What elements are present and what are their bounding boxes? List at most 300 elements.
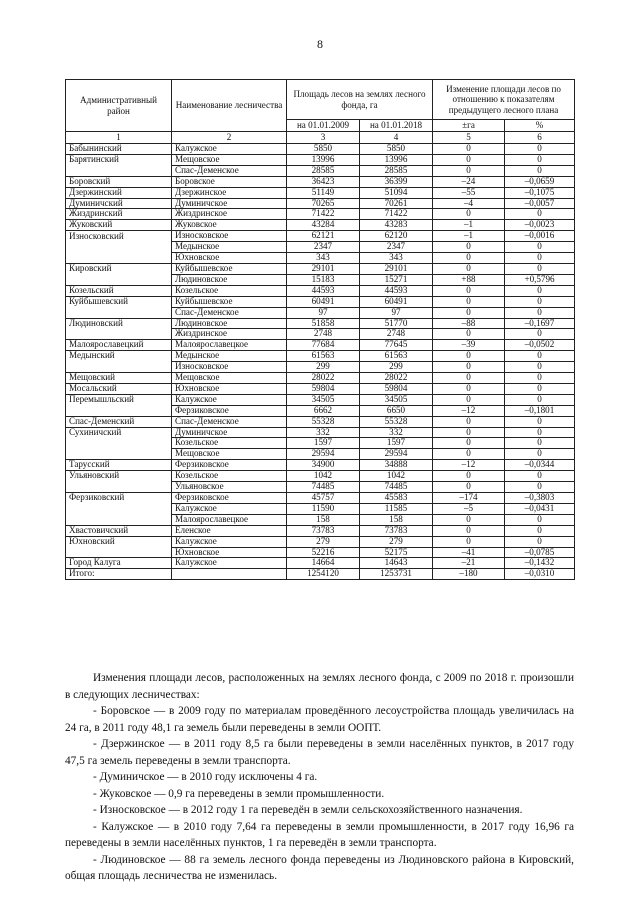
change-ha-cell: 0: [433, 154, 505, 165]
change-ha-cell: 0: [433, 471, 505, 482]
forestry-cell: Износковское: [172, 362, 287, 373]
area-2009-cell: 34900: [287, 460, 360, 471]
area-2009-cell: 34505: [287, 394, 360, 405]
table-row: [66, 296, 575, 307]
table-row: [66, 154, 575, 165]
table-row: [66, 253, 575, 264]
table-row: [66, 144, 575, 155]
district-cell: Ульяновский: [66, 471, 172, 482]
table-row: [66, 536, 575, 547]
change-ha-cell: 0: [433, 416, 505, 427]
change-ha-cell: –55: [433, 187, 505, 198]
forestry-cell: Калужское: [172, 394, 287, 405]
table-row: [66, 220, 575, 231]
change-pct-cell: 0: [505, 416, 575, 427]
table-row: [66, 274, 575, 285]
area-2009-cell: 74485: [287, 482, 360, 493]
table-row: [66, 165, 575, 176]
forestry-cell: Малоярославецкое: [172, 340, 287, 351]
change-pct-cell: 0: [505, 362, 575, 373]
district-cell: [66, 438, 172, 449]
change-pct-cell: –0,0659: [505, 176, 575, 187]
area-2018-cell: 97: [360, 307, 433, 318]
area-2009-cell: 44593: [287, 285, 360, 296]
area-2018-cell: 77645: [360, 340, 433, 351]
area-2009-cell: 70265: [287, 198, 360, 209]
change-ha-cell: –4: [433, 198, 505, 209]
district-cell: Жиздринский: [66, 209, 172, 220]
area-2009-cell: 29594: [287, 449, 360, 460]
district-cell: Жуковский: [66, 220, 172, 231]
change-pct-cell: –0,0785: [505, 547, 575, 558]
table-row: [66, 383, 575, 394]
change-ha-cell: 0: [433, 165, 505, 176]
change-pct-cell: 0: [505, 438, 575, 449]
change-pct-cell: 0: [505, 165, 575, 176]
district-cell: Перемышльский: [66, 394, 172, 405]
table-row: [66, 307, 575, 318]
area-2009-cell: 73783: [287, 525, 360, 536]
change-ha-cell: 0: [433, 427, 505, 438]
paragraph-lyudinovskoe: - Людиновское — 88 га земель лесного фонда переведены из Людиновского района в Кировский, общая площадь лесничества не изменилась.: [65, 853, 574, 882]
change-pct-cell: 0: [505, 383, 575, 394]
table-row: [66, 198, 575, 209]
area-2009-cell: 60491: [287, 296, 360, 307]
forestry-cell: Боровское: [172, 176, 287, 187]
district-cell: Износковский: [66, 231, 172, 242]
change-pct-cell: –0,3803: [505, 493, 575, 504]
table-row: [66, 525, 575, 536]
table-row: [66, 187, 575, 198]
area-2009-cell: 2748: [287, 329, 360, 340]
table-row: [66, 394, 575, 405]
change-pct-cell: 0: [505, 514, 575, 525]
forestry-cell: Ферзиковское: [172, 460, 287, 471]
header-date-2018: на 01.01.2018: [360, 120, 433, 132]
change-pct-cell: 0: [505, 154, 575, 165]
change-pct-cell: 0: [505, 263, 575, 274]
change-ha-cell: 0: [433, 296, 505, 307]
change-pct-cell: –0,0431: [505, 503, 575, 514]
table-row: [66, 558, 575, 569]
area-2009-cell: 28585: [287, 165, 360, 176]
change-ha-cell: –12: [433, 405, 505, 416]
change-ha-cell: 0: [433, 362, 505, 373]
area-2018-cell: 73783: [360, 525, 433, 536]
district-cell: [66, 405, 172, 416]
area-2018-cell: 14643: [360, 558, 433, 569]
table-row: [66, 493, 575, 504]
area-2018-cell: 28585: [360, 165, 433, 176]
forestry-cell: [172, 569, 287, 580]
area-2018-cell: 52175: [360, 547, 433, 558]
forestry-cell: Медынское: [172, 351, 287, 362]
change-pct-cell: –0,1075: [505, 187, 575, 198]
area-2009-cell: 1254120: [287, 569, 360, 580]
area-2018-cell: 1597: [360, 438, 433, 449]
change-pct-cell: 0: [505, 525, 575, 536]
header-district: Административный район: [66, 80, 172, 132]
district-cell: Хвастовичский: [66, 525, 172, 536]
district-cell: [66, 514, 172, 525]
change-pct-cell: +0,5796: [505, 274, 575, 285]
table-row: [66, 514, 575, 525]
forestry-cell: Спас-Деменское: [172, 416, 287, 427]
forest-area-table-container: [65, 79, 574, 580]
area-2009-cell: 36423: [287, 176, 360, 187]
change-pct-cell: 0: [505, 482, 575, 493]
change-pct-cell: –0,1432: [505, 558, 575, 569]
table-row: [66, 231, 575, 242]
change-ha-cell: –180: [433, 569, 505, 580]
area-2009-cell: 77684: [287, 340, 360, 351]
forestry-cell: Износковское: [172, 231, 287, 242]
table-row: [66, 482, 575, 493]
area-2018-cell: 45583: [360, 493, 433, 504]
area-2009-cell: 45757: [287, 493, 360, 504]
forestry-cell: Юхновское: [172, 383, 287, 394]
paragraph-duminichskoe: - Думиничское — в 2010 году исключены 4 га.: [93, 771, 318, 783]
district-cell: Тарусский: [66, 460, 172, 471]
change-pct-cell: 0: [505, 351, 575, 362]
change-pct-cell: 0: [505, 471, 575, 482]
forestry-cell: Ферзиковское: [172, 493, 287, 504]
area-2018-cell: 5850: [360, 144, 433, 155]
table-row: [66, 449, 575, 460]
district-cell: Сухиничский: [66, 427, 172, 438]
forestry-cell: Мещовское: [172, 449, 287, 460]
table-row: [66, 416, 575, 427]
col-number-4: 4: [360, 132, 433, 144]
change-pct-cell: –0,1801: [505, 405, 575, 416]
area-2018-cell: 44593: [360, 285, 433, 296]
change-ha-cell: –41: [433, 547, 505, 558]
forestry-cell: Жиздринское: [172, 329, 287, 340]
forestry-cell: Спас-Деменское: [172, 307, 287, 318]
area-2009-cell: 332: [287, 427, 360, 438]
paragraph-dzerzhinskoe: - Дзержинское — в 2011 году 8,5 га были переведены в земли населённых пунктов, в 2017 году 47,5 га земель переведены в земли транспорта.: [65, 738, 574, 767]
district-cell: [66, 482, 172, 493]
page-number: 8: [317, 37, 323, 51]
area-2009-cell: 5850: [287, 144, 360, 155]
area-2009-cell: 51858: [287, 318, 360, 329]
area-2009-cell: 28022: [287, 373, 360, 384]
forestry-cell: Козельское: [172, 285, 287, 296]
table-row: [66, 263, 575, 274]
area-2009-cell: 13996: [287, 154, 360, 165]
change-pct-cell: 0: [505, 144, 575, 155]
table-row: [66, 503, 575, 514]
area-2018-cell: 70261: [360, 198, 433, 209]
table-row: [66, 351, 575, 362]
district-cell: Мещовский: [66, 373, 172, 384]
forestry-cell: Юхновское: [172, 253, 287, 264]
forestry-cell: Людиновское: [172, 274, 287, 285]
change-ha-cell: –88: [433, 318, 505, 329]
change-pct-cell: 0: [505, 242, 575, 253]
forestry-cell: Куйбышевское: [172, 263, 287, 274]
district-cell: [66, 253, 172, 264]
change-ha-cell: –39: [433, 340, 505, 351]
change-ha-cell: 0: [433, 449, 505, 460]
area-2018-cell: 29101: [360, 263, 433, 274]
change-ha-cell: 0: [433, 525, 505, 536]
area-2018-cell: 51094: [360, 187, 433, 198]
area-2018-cell: 2347: [360, 242, 433, 253]
table-body: [66, 144, 575, 580]
change-pct-cell: 0: [505, 449, 575, 460]
area-2018-cell: 2748: [360, 329, 433, 340]
area-2018-cell: 6650: [360, 405, 433, 416]
area-2018-cell: 343: [360, 253, 433, 264]
forestry-cell: Ферзиковское: [172, 405, 287, 416]
paragraph-zhukovskoe: - Жуковское — 0,9 га переведены в земли промышленности.: [93, 787, 385, 800]
area-2009-cell: 2347: [287, 242, 360, 253]
change-ha-cell: –24: [433, 176, 505, 187]
change-pct-cell: 0: [505, 329, 575, 340]
area-2018-cell: 60491: [360, 296, 433, 307]
area-2009-cell: 15183: [287, 274, 360, 285]
district-cell: Дзержинский: [66, 187, 172, 198]
change-pct-cell: –0,1697: [505, 318, 575, 329]
area-2018-cell: 332: [360, 427, 433, 438]
area-2018-cell: 36399: [360, 176, 433, 187]
area-2009-cell: 11590: [287, 503, 360, 514]
forestry-cell: Еленское: [172, 525, 287, 536]
table-row: [66, 285, 575, 296]
change-ha-cell: –21: [433, 558, 505, 569]
area-2018-cell: 1253731: [360, 569, 433, 580]
change-pct-cell: 0: [505, 296, 575, 307]
area-2009-cell: 52216: [287, 547, 360, 558]
table-row: [66, 362, 575, 373]
change-ha-cell: 0: [433, 482, 505, 493]
district-cell: [66, 449, 172, 460]
change-ha-cell: 0: [433, 438, 505, 449]
area-2018-cell: 62120: [360, 231, 433, 242]
change-ha-cell: 0: [433, 285, 505, 296]
change-pct-cell: 0: [505, 394, 575, 405]
change-ha-cell: 0: [433, 144, 505, 155]
area-2009-cell: 61563: [287, 351, 360, 362]
change-pct-cell: 0: [505, 307, 575, 318]
district-cell: Итого:: [66, 569, 172, 580]
district-cell: Мосальский: [66, 383, 172, 394]
paragraph-borovskoe: - Боровское — в 2009 году по материалам проведённого лесоустройства площадь увеличилась на 24 га, в 2011 году 48,1 га земель были переведены в земли ООПТ.: [65, 705, 574, 734]
forestry-cell: Калужское: [172, 558, 287, 569]
change-ha-cell: +88: [433, 274, 505, 285]
header-forestry: Наименование лесничества: [172, 80, 287, 132]
change-pct-cell: –0,0016: [505, 231, 575, 242]
district-cell: Боровский: [66, 176, 172, 187]
change-pct-cell: –0,0310: [505, 569, 575, 580]
area-2009-cell: 71422: [287, 209, 360, 220]
change-pct-cell: 0: [505, 373, 575, 384]
area-2009-cell: 6662: [287, 405, 360, 416]
table-row: [66, 209, 575, 220]
area-2018-cell: 43283: [360, 220, 433, 231]
col-number-1: 1: [66, 132, 172, 144]
table-row: [66, 318, 575, 329]
district-cell: Козельский: [66, 285, 172, 296]
change-pct-cell: –0,0057: [505, 198, 575, 209]
table-row: [66, 176, 575, 187]
table-row: [66, 471, 575, 482]
change-ha-cell: –1: [433, 220, 505, 231]
change-ha-cell: 0: [433, 351, 505, 362]
area-2018-cell: 61563: [360, 351, 433, 362]
change-pct-cell: 0: [505, 209, 575, 220]
table-row: [66, 460, 575, 471]
forestry-cell: Калужское: [172, 144, 287, 155]
forestry-cell: Жиздринское: [172, 209, 287, 220]
change-pct-cell: 0: [505, 536, 575, 547]
area-2018-cell: 71422: [360, 209, 433, 220]
area-2009-cell: 343: [287, 253, 360, 264]
change-pct-cell: 0: [505, 285, 575, 296]
area-2018-cell: 34505: [360, 394, 433, 405]
district-cell: Людиновский: [66, 318, 172, 329]
paragraph-intro: Изменения площади лесов, расположенных на землях лесного фонда, с 2009 по 2018 г. произошли в следующих лесничествах:: [65, 672, 574, 701]
area-2009-cell: 97: [287, 307, 360, 318]
district-cell: Юхновский: [66, 536, 172, 547]
table-row: [66, 340, 575, 351]
forestry-cell: Спас-Деменское: [172, 165, 287, 176]
district-cell: [66, 329, 172, 340]
col-number-5: 5: [433, 132, 505, 144]
change-ha-cell: 0: [433, 373, 505, 384]
area-2009-cell: 299: [287, 362, 360, 373]
forestry-cell: Малоярославецкое: [172, 514, 287, 525]
area-2009-cell: 29101: [287, 263, 360, 274]
area-2009-cell: 14664: [287, 558, 360, 569]
change-pct-cell: 0: [505, 427, 575, 438]
area-2009-cell: 59804: [287, 383, 360, 394]
change-ha-cell: 0: [433, 394, 505, 405]
area-2009-cell: 62121: [287, 231, 360, 242]
forestry-cell: Медынское: [172, 242, 287, 253]
area-2009-cell: 55328: [287, 416, 360, 427]
change-ha-cell: 0: [433, 209, 505, 220]
district-cell: [66, 547, 172, 558]
table-row: [66, 373, 575, 384]
area-2009-cell: 1597: [287, 438, 360, 449]
forestry-cell: Дзержинское: [172, 187, 287, 198]
district-cell: Ферзиковский: [66, 493, 172, 504]
change-pct-cell: –0,0344: [505, 460, 575, 471]
change-ha-cell: 0: [433, 307, 505, 318]
table-row: [66, 569, 575, 580]
change-ha-cell: –1: [433, 231, 505, 242]
forestry-cell: Думиничское: [172, 198, 287, 209]
change-ha-cell: –5: [433, 503, 505, 514]
area-2018-cell: 51770: [360, 318, 433, 329]
district-cell: [66, 307, 172, 318]
change-ha-cell: 0: [433, 329, 505, 340]
district-cell: Малоярославецкий: [66, 340, 172, 351]
forest-area-table: [65, 79, 575, 580]
area-2018-cell: 29594: [360, 449, 433, 460]
change-pct-cell: 0: [505, 253, 575, 264]
table-row: [66, 438, 575, 449]
change-ha-cell: 0: [433, 242, 505, 253]
area-2018-cell: 158: [360, 514, 433, 525]
area-2009-cell: 43284: [287, 220, 360, 231]
district-cell: Кировский: [66, 263, 172, 274]
district-cell: Медынский: [66, 351, 172, 362]
change-ha-cell: –12: [433, 460, 505, 471]
area-2018-cell: 13996: [360, 154, 433, 165]
district-cell: Бабынинский: [66, 144, 172, 155]
forestry-cell: Думиничское: [172, 427, 287, 438]
district-cell: [66, 242, 172, 253]
header-unit-pct: %: [505, 120, 575, 132]
change-ha-cell: 0: [433, 263, 505, 274]
change-ha-cell: 0: [433, 536, 505, 547]
district-cell: Спас-Деменский: [66, 416, 172, 427]
area-2018-cell: 55328: [360, 416, 433, 427]
district-cell: Куйбышевский: [66, 296, 172, 307]
table-row: [66, 427, 575, 438]
forestry-cell: Жуковское: [172, 220, 287, 231]
forestry-cell: Козельское: [172, 471, 287, 482]
district-cell: [66, 274, 172, 285]
forestry-cell: Мещовское: [172, 373, 287, 384]
change-ha-cell: 0: [433, 253, 505, 264]
district-cell: Думиничский: [66, 198, 172, 209]
table-row: [66, 329, 575, 340]
header-date-2009: на 01.01.2009: [287, 120, 360, 132]
paragraph-iznoskovskoe: - Износковское — в 2012 году 1 га переведён в земли сельскохозяйственного назначения.: [93, 804, 523, 816]
header-area-group: Площадь лесов на землях лесного фонда, га: [287, 80, 433, 120]
area-2018-cell: 59804: [360, 383, 433, 394]
district-cell: [66, 165, 172, 176]
header-change-group: Изменение площади лесов по отношению к показателям предыдущего лесного плана: [433, 80, 575, 120]
area-2009-cell: 1042: [287, 471, 360, 482]
col-number-2: 2: [172, 132, 287, 144]
district-cell: Город Калуга: [66, 558, 172, 569]
change-ha-cell: 0: [433, 514, 505, 525]
area-2018-cell: 279: [360, 536, 433, 547]
area-2018-cell: 11585: [360, 503, 433, 514]
forestry-cell: Юхновское: [172, 547, 287, 558]
area-2009-cell: 158: [287, 514, 360, 525]
table-row: [66, 242, 575, 253]
change-ha-cell: 0: [433, 383, 505, 394]
header-unit-ha: ±га: [433, 120, 505, 132]
area-2018-cell: 15271: [360, 274, 433, 285]
paragraph-kaluzhskoe: - Калужское — в 2010 году 7,64 га переведены в земли промышленности, в 2017 году 16,96 га переведены в земли населённых пунктов, 1 га переведён в земли транспорта.: [65, 820, 574, 849]
col-number-6: 6: [505, 132, 575, 144]
table-row: [66, 405, 575, 416]
col-number-3: 3: [287, 132, 360, 144]
forestry-cell: Калужское: [172, 503, 287, 514]
district-cell: Барятинский: [66, 154, 172, 165]
area-2018-cell: 28022: [360, 373, 433, 384]
area-2018-cell: 74485: [360, 482, 433, 493]
table-row: [66, 547, 575, 558]
forestry-cell: Ульяновское: [172, 482, 287, 493]
change-pct-cell: –0,0023: [505, 220, 575, 231]
change-pct-cell: –0,0502: [505, 340, 575, 351]
changes-description: [65, 670, 574, 885]
area-2009-cell: 51149: [287, 187, 360, 198]
district-cell: [66, 362, 172, 373]
forestry-cell: Мещовское: [172, 154, 287, 165]
area-2018-cell: 1042: [360, 471, 433, 482]
forestry-cell: Калужское: [172, 536, 287, 547]
area-2018-cell: 34888: [360, 460, 433, 471]
